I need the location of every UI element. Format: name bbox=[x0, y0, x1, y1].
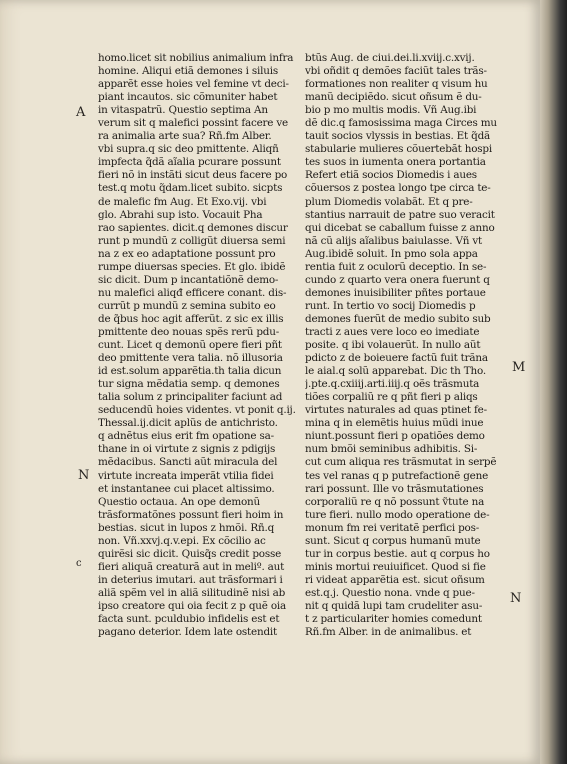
text-line: virtutes naturales ad quas ptinet fe- bbox=[305, 404, 487, 417]
text-line: in deterius imutari. aut trãsformari i bbox=[98, 573, 283, 586]
text-line: rentia fuit z oculorũ deceptio. In se- bbox=[305, 260, 487, 273]
left-text-column bbox=[98, 52, 296, 639]
text-line: stabularie mulieres cõuertebãt hospi bbox=[305, 143, 492, 156]
text-line: cunt. Licet q demonũ opere fieri pñt bbox=[98, 339, 282, 352]
text-line: bestias. sicut in lupos z hmõi. Rñ.q bbox=[98, 521, 275, 534]
text-line: rumpe diuersas species. Et glo. ibidẽ bbox=[98, 260, 286, 273]
text-line: tauit socios vlyssis in bestias. Et q̃dã bbox=[305, 130, 491, 143]
text-line: cõuersos z postea longo tpe circa te- bbox=[305, 182, 491, 195]
text-line: formationes non realiter q visum hu bbox=[305, 78, 488, 91]
text-line: id est.solum apparẽtia.th talia dicun bbox=[98, 365, 282, 378]
text-line: et instantanee cui placet altissimo. bbox=[98, 482, 275, 495]
text-line: tes suos in iumenta onera portantia bbox=[305, 156, 486, 169]
text-line: piant incautos. sic cõmuniter habet bbox=[98, 91, 278, 104]
text-line: rao sapientes. dicit.q demones discur bbox=[98, 221, 288, 234]
text-line: pmittente deo nouas spẽs rerũ pdu- bbox=[98, 325, 280, 338]
text-line: non. Vñ.xxvj.q.v.epi. Ex cõcilio ac bbox=[98, 534, 266, 547]
text-line: corporaliũ re q nõ possunt ṽtute na bbox=[305, 495, 485, 508]
text-line: q adnẽtus eius erit fm opatione sa- bbox=[98, 430, 274, 443]
text-line: impfecta q̃dã aĩalia pcurare possunt bbox=[98, 156, 281, 169]
text-line: minis mortui reuiuificet. Quod si fie bbox=[305, 560, 486, 573]
text-line: Thessal.ij.dicit aplũs de antichristo. bbox=[98, 417, 278, 430]
text-line: est.q.j. Questio nona. vnde q pue- bbox=[305, 586, 475, 599]
text-line: cut cum aliqua res trãsmutat in serpẽ bbox=[305, 456, 497, 469]
text-line: ri videat apparẽtia est. sicut oñsum bbox=[305, 573, 485, 586]
text-line: vbi oñdit q demões faciũt tales trãs- bbox=[305, 65, 487, 78]
margin-letter-n-right: N bbox=[510, 591, 522, 606]
text-line: sunt. Sicut q corpus humanũ mute bbox=[305, 534, 481, 547]
margin-small-mark: c bbox=[76, 558, 82, 569]
text-line: btũs Aug. de ciui.dei.li.xviij.c.xvij. bbox=[305, 52, 475, 64]
text-line: talia solum z principaliter faciunt ad bbox=[98, 391, 283, 404]
text-line: runt p mundũ z colligũt diuersa semi bbox=[98, 234, 286, 247]
text-line: j.pte.q.cxiiij.arti.iiij.q oẽs trãsmuta bbox=[305, 378, 480, 391]
text-line: le aial.q solũ apparebat. Dic th Tho. bbox=[305, 365, 486, 378]
text-line: stantius narrauit de patre suo veracit bbox=[305, 208, 495, 221]
text-line: de q̃bus hoc agit afferũt. z sic ex illis bbox=[98, 312, 284, 325]
text-line: num bmõi seminibus adhibitis. Si- bbox=[305, 443, 478, 456]
right-text-column bbox=[305, 52, 505, 639]
text-line: Questio octaua. An ope demonũ bbox=[98, 495, 261, 508]
text-line: vbi supra.q sic deo pmittente. Aliqñ bbox=[98, 143, 279, 156]
text-line: t z particulariter homies comedunt bbox=[305, 613, 482, 626]
margin-letter-m: M bbox=[512, 360, 526, 375]
text-line: deo pmittente vera talia. nõ illusoria bbox=[98, 352, 283, 365]
text-line: pdicto z de boieuere factũ fuit trãna bbox=[305, 352, 488, 365]
margin-letter-n: N bbox=[78, 468, 90, 483]
text-line: thane in oi virtute z signis z pdigijs bbox=[98, 443, 276, 456]
text-line: de malefic fm Aug. Et Exo.vij. vbi bbox=[98, 195, 267, 208]
text-line: ra animalia arte sua? Rñ.fm Alber. bbox=[98, 130, 272, 143]
text-line: tur signa mẽdatia semp. q demones bbox=[98, 378, 280, 391]
text-line: cundo z quarto vera onera fuerunt q bbox=[305, 273, 490, 286]
text-line: pagano deterior. Idem late ostendit bbox=[98, 626, 278, 639]
text-line: Refert etiã socios Diomedis i aues bbox=[305, 169, 477, 182]
text-line: in vitaspatrũ. Questio septima An bbox=[98, 104, 268, 117]
text-line: na z ex eo adaptatione possunt pro bbox=[98, 247, 276, 260]
text-line: nã cũ alijs aĩalibus baiulasse. Vñ vt bbox=[305, 234, 482, 247]
text-line: nit q quidã lupi tam crudeliter asu- bbox=[305, 599, 483, 612]
text-line: sic dicit. Dum p incantatiõnẽ demo- bbox=[98, 273, 279, 286]
text-line: tes vel ranas q p putrefactionẽ gene bbox=[305, 469, 489, 482]
text-line: qui dicebat se caballum fuisse z anno bbox=[305, 221, 495, 234]
text-line: aliã spẽm vel in aliã silitudinẽ nisi ab bbox=[98, 586, 286, 599]
text-line: glo. Abrahi sup isto. Vocauit Pha bbox=[98, 208, 263, 221]
text-line: posite. q ibi volauerũt. In nullo aũt bbox=[305, 339, 481, 352]
text-line: seducendũ hoies videntes. vt ponit q.ij. bbox=[98, 404, 296, 417]
text-line: niunt.possunt fieri p opatiões demo bbox=[305, 430, 485, 443]
text-line: monum fm rei veritatẽ perfici pos- bbox=[305, 521, 480, 534]
text-line: Aug.ibidẽ soluit. In pmo sola appa bbox=[305, 247, 478, 260]
text-line: demones fuerũt de medio subito sub bbox=[305, 312, 491, 325]
text-line: runt. In tertio vo socij Diomedis p bbox=[305, 299, 476, 312]
text-line: ture fieri. nullo modo operatione de- bbox=[305, 508, 490, 521]
text-line: apparẽt esse hoies vel femine vt deci- bbox=[98, 78, 289, 91]
text-line: manũ decipiẽdo. sicut oñsum ẽ du- bbox=[305, 91, 482, 104]
text-line: bio p mo multis modis. Vñ Aug.ibi bbox=[305, 104, 477, 117]
text-line: ipso creatore qui oia fecit z p quẽ oia bbox=[98, 599, 287, 612]
text-line: demones inuisibiliter pñtes portaue bbox=[305, 286, 486, 299]
text-line: nu malefici aliqđ efficere conant. dis- bbox=[98, 286, 287, 299]
text-line: test.q motu q̃dam.licet subito. sicpts bbox=[98, 182, 283, 195]
text-line: virtute increata imperãt vtilia fidei bbox=[98, 469, 274, 482]
text-line: fieri aliquã creaturã aut in meliº. aut bbox=[98, 560, 285, 573]
text-line: Rñ.fm Alber. in de animalibus. et bbox=[305, 626, 472, 639]
text-line: trãsformatõnes possunt fieri hoim in bbox=[98, 508, 284, 521]
margin-letter-a: A bbox=[76, 105, 86, 120]
text-line: mẽdacibus. Sancti aũt miracula del bbox=[98, 456, 278, 469]
text-line: facta sunt. pculdubio infidelis est et bbox=[98, 613, 280, 626]
page-edge-shadow bbox=[540, 0, 567, 764]
text-line: tiões corpaliũ re q pñt fieri p aliqs bbox=[305, 391, 478, 404]
text-line: verum sit q malefici possint facere ve bbox=[98, 117, 288, 130]
text-line: plum Diomedis volabãt. Et q pre- bbox=[305, 195, 473, 208]
text-line: fieri nõ in instãti sicut deus facere po bbox=[98, 169, 288, 182]
text-line: mina q in elemẽtis huius mũdi inue bbox=[305, 417, 484, 430]
text-line: dẽ dic.q famosissima maga Circes mu bbox=[305, 117, 497, 130]
text-line: tur in corpus bestie. aut q corpus ho bbox=[305, 547, 490, 560]
text-line: rari possunt. Ille vo trãsmutationes bbox=[305, 482, 484, 495]
text-line: homo.licet sit nobilius animalium infra bbox=[98, 52, 294, 64]
text-line: tracti z aues vere loco eo imediate bbox=[305, 325, 480, 338]
text-line: currũt p mundũ z semina subito eo bbox=[98, 299, 276, 312]
text-line: quirẽsi sic dicit. Quisq̃s credit posse bbox=[98, 547, 282, 560]
text-line: homine. Aliqui etiã demones i siluis bbox=[98, 65, 278, 78]
